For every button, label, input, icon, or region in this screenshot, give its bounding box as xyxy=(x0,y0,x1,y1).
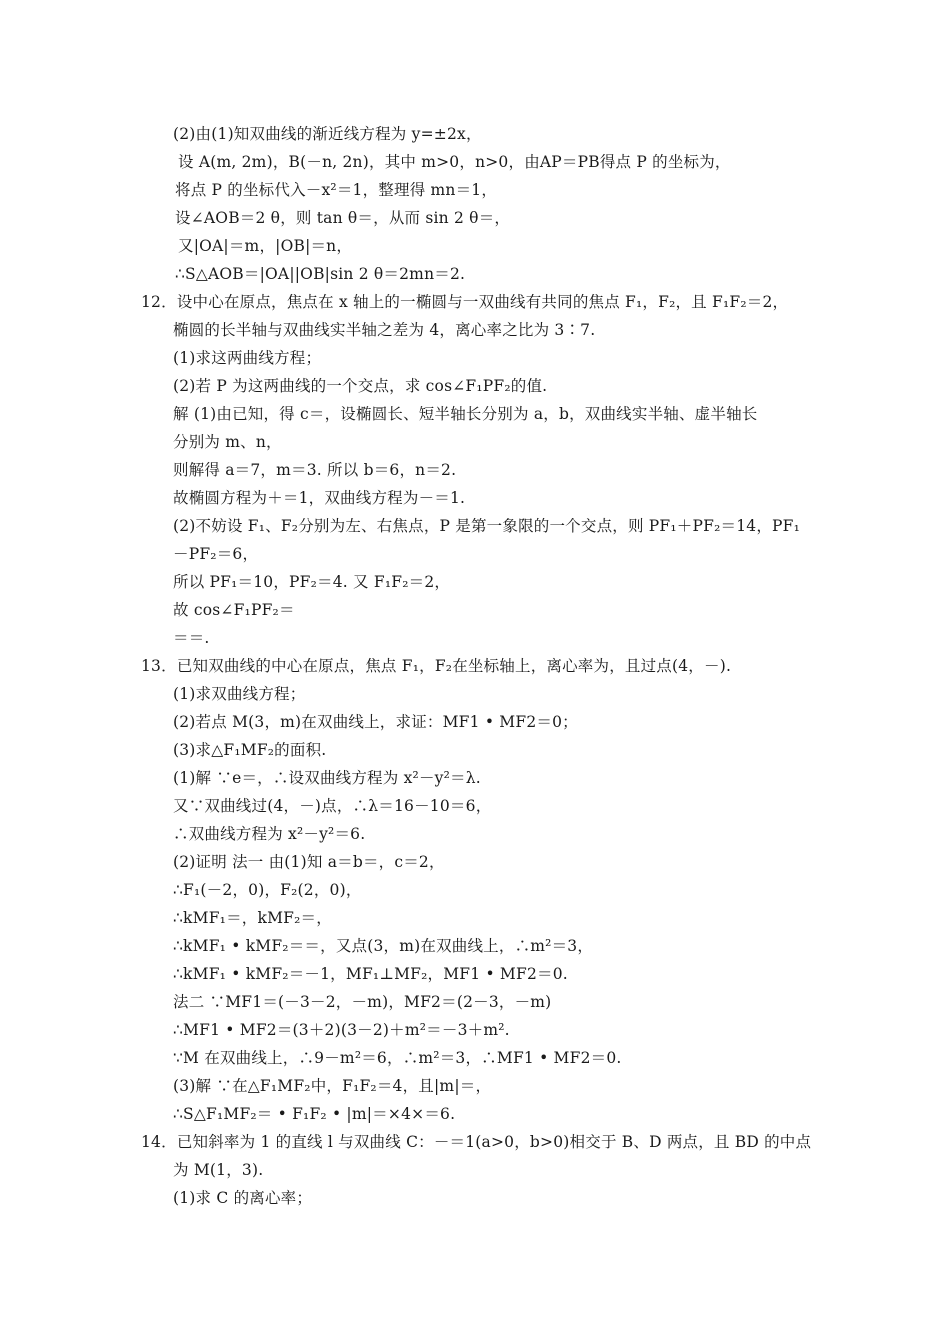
text-line: ∴MF1 • MF2＝(3＋2)(3－2)＋m²＝－3＋m². xyxy=(173,1021,510,1039)
question-12-text: 12．设中心在原点，焦点在 x 轴上的一椭圆与一双曲线有共同的焦点 F₁，F₂，且 F₁F₂＝2， xyxy=(141,293,789,311)
text-line: (2)不妨设 F₁、F₂分别为左、右焦点，P 是第一象限的一个交点，则 PF₁＋PF₂＝14，PF₁ xyxy=(173,517,801,535)
text-line: 解 (1)由已知，得 c＝，设椭圆长、短半轴长分别为 a，b，双曲线实半轴、虚半轴长 xyxy=(173,405,758,423)
text-line: (1)解 ∵e＝，∴设双曲线方程为 x²－y²＝λ. xyxy=(173,769,481,787)
text-line: ∴S△F₁MF₂＝ • F₁F₂ • |m|＝×4×＝6. xyxy=(173,1105,456,1123)
text-line: 所以 PF₁＝10，PF₂＝4. 又 F₁F₂＝2， xyxy=(173,573,451,591)
text-line: (2)由(1)知双曲线的渐近线方程为 y=±2x， xyxy=(173,125,482,143)
text-line: 故椭圆方程为＋＝1，双曲线方程为－＝1. xyxy=(173,489,466,507)
text-line: 又∵双曲线过(4，－)点，∴λ＝16－10＝6， xyxy=(173,797,492,815)
text-line: 椭圆的长半轴与双曲线实半轴之差为 4，离心率之比为 3∶7. xyxy=(173,321,596,339)
question-13-text: 13．已知双曲线的中心在原点，焦点 F₁，F₂在坐标轴上，离心率为，且过点(4，－). xyxy=(141,657,732,675)
text-line: (2)若 P 为这两曲线的一个交点，求 cos∠F₁PF₂的值. xyxy=(173,377,548,395)
text-line: 设 A(m, 2m)，B(－n, 2n)，其中 m>0，n>0，由AP＝PB得点 P 的坐标为， xyxy=(178,153,731,171)
question-14-text: 14．已知斜率为 1 的直线 l 与双曲线 C：－＝1(a>0，b>0)相交于 B、D 两点，且 BD 的中点 xyxy=(141,1133,812,1151)
text-line: －PF₂＝6， xyxy=(173,545,259,563)
text-line: (3)求△F₁MF₂的面积. xyxy=(173,741,327,759)
text-line: ∴kMF₁ • kMF₂＝＝，又点(3，m)在双曲线上，∴m²＝3， xyxy=(173,937,594,955)
text-line: 设∠AOB＝2 θ，则 tan θ＝，从而 sin 2 θ＝， xyxy=(175,209,511,227)
text-line: 故 cos∠F₁PF₂＝ xyxy=(173,601,295,619)
text-line: 法二 ∵MF1＝(－3－2，－m)，MF2＝(2－3，－m) xyxy=(173,993,552,1011)
text-line: ∴kMF₁＝，kMF₂＝， xyxy=(173,909,332,927)
text-line: 将点 P 的坐标代入－x²＝1，整理得 mn＝1， xyxy=(175,181,498,199)
text-line: (1)求双曲线方程； xyxy=(173,685,306,703)
text-line: 为 M(1，3). xyxy=(173,1161,264,1179)
text-line: (2)若点 M(3，m)在双曲线上，求证：MF1 • MF2＝0； xyxy=(173,713,578,731)
text-line: (2)证明 法一 由(1)知 a＝b＝，c＝2， xyxy=(173,853,445,871)
text-line: ∴双曲线方程为 x²－y²＝6. xyxy=(173,825,366,843)
text-line: ∴F₁(－2，0)，F₂(2，0)， xyxy=(173,881,362,899)
text-line: 分别为 m、n， xyxy=(173,433,282,451)
text-line: (3)解 ∵在△F₁MF₂中，F₁F₂＝4，且|m|＝， xyxy=(173,1077,492,1095)
text-line: (1)求 C 的离心率； xyxy=(173,1189,313,1207)
text-line: ∴kMF₁ • kMF₂＝－1，MF₁⊥MF₂，MF1 • MF2＝0. xyxy=(173,965,568,983)
text-line: ∵M 在双曲线上，∴9－m²＝6，∴m²＝3，∴MF1 • MF2＝0. xyxy=(173,1049,622,1067)
text-line: ∴S△AOB＝|OA||OB|sin 2 θ＝2mn＝2. xyxy=(175,265,466,283)
text-line: (1)求这两曲线方程； xyxy=(173,349,322,367)
text-line: 则解得 a＝7，m＝3. 所以 b＝6，n＝2. xyxy=(173,461,457,479)
text-line: 又|OA|＝m，|OB|＝n， xyxy=(178,237,353,255)
text-line: ＝＝. xyxy=(173,629,210,647)
